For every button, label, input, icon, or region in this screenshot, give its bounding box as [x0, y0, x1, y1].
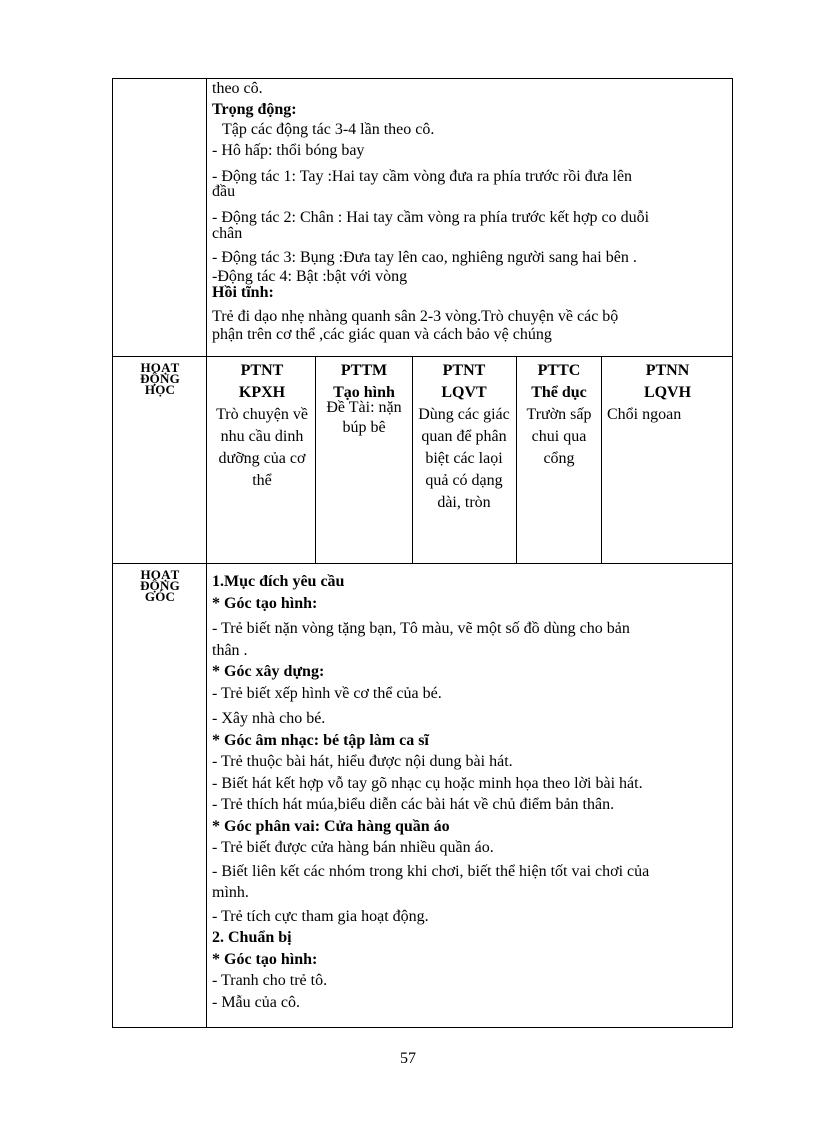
text-line: Tập các động tác 3-4 lần theo cô.: [222, 121, 435, 138]
text-line: - Trẻ thích hát múa,biểu diễn các bài hát về chủ điểm bản thân.: [212, 796, 615, 813]
section-heading: 1.Mục đích yêu cầu: [212, 573, 345, 590]
subject-column-divider-2: [412, 356, 413, 563]
subject-column-lqvt: [416, 360, 512, 514]
subject-domain: PTNT: [442, 362, 486, 379]
corner-heading: * Góc tạo hình:: [212, 594, 318, 612]
text-line: - Động tác 1: Tay :Hai tay cầm vòng đưa ra phía trước rồi đưa lên: [212, 168, 633, 185]
subject-column-tao-hinh: [318, 360, 410, 438]
text-line: - Tranh cho trẻ tô.: [212, 972, 328, 989]
subject-column-divider-4: [601, 356, 602, 563]
subject-column-lqvh: [605, 360, 730, 426]
subject-name: LQVT: [441, 384, 487, 401]
text-line: đầu: [212, 182, 236, 200]
corner-heading: * Góc tạo hình:: [212, 950, 318, 968]
subject-topic: Chổi ngoan: [607, 406, 682, 423]
text-line: - Động tác 2: Chân : Hai tay cầm vòng ra phía trước kết hợp co duỗi: [212, 209, 650, 226]
text-line: - Trẻ biết được cửa hàng bán nhiều quần áo.: [212, 839, 494, 856]
page-number: 57: [400, 1050, 416, 1067]
text-line: - Trẻ biết xếp hình về cơ thể của bé.: [212, 684, 442, 702]
row-divider-2: [112, 563, 733, 564]
subject-topic: Trò chuyện về nhu cầu dinh dưỡng của cơ thể: [216, 406, 308, 489]
text-line: - Hô hấp: thổi bóng bay: [212, 141, 365, 159]
subject-column-divider-1: [315, 356, 316, 563]
section-heading: Trọng động:: [212, 100, 297, 118]
subject-name: KPXH: [238, 384, 286, 401]
morning-exercise-block: [212, 79, 728, 346]
subject-topic: Dùng các giác quan để phân biệt các laọi quả có dạng dài, tròn: [418, 406, 510, 511]
corner-heading: * Góc phân vai: Cửa hàng quần áo: [212, 817, 450, 835]
subject-column-the-duc: [519, 360, 599, 470]
section-heading: Hồi tĩnh:: [212, 284, 274, 301]
text-line: - Động tác 3: Bụng :Đưa tay lên cao, nghiêng người sang hai bên .: [212, 249, 637, 266]
subject-name: Tạo hình: [333, 384, 395, 401]
subject-name: Thể dục: [531, 384, 587, 401]
label-column-divider: [206, 78, 207, 1028]
subject-domain: PTNN: [645, 362, 690, 379]
text-line: theo cô.: [212, 80, 263, 97]
subject-topic: Trườn sấp chui qua cổng: [526, 406, 592, 467]
row-label-hoat-dong-goc: HOẠT ĐỘNG GÓC: [140, 567, 180, 604]
subject-name: LQVH: [643, 384, 692, 401]
text-line: thân .: [212, 641, 248, 659]
text-line: -Động tác 4: Bật :bật với vòng: [212, 267, 408, 285]
row-label-hoat-dong-hoc: HOẠT ĐỘNG HỌC: [140, 360, 180, 397]
corner-heading: * Góc âm nhạc: bé tập làm ca sĩ: [212, 731, 429, 749]
text-line: - Trẻ tích cực tham gia hoạt động.: [212, 907, 429, 925]
section-heading: 2. Chuẩn bị: [212, 929, 292, 946]
corner-heading: * Góc xây dựng:: [212, 663, 325, 680]
subject-column-divider-3: [516, 356, 517, 563]
text-line: - Biết hát kết hợp vỗ tay gõ nhạc cụ hoặc minh họa theo lời bài hát.: [212, 774, 643, 792]
text-line: - Mẫu của cô.: [212, 993, 300, 1011]
corner-activity-block: [212, 571, 728, 1013]
text-line: - Biết liên kết các nhóm trong khi chơi, biết thể hiện tốt vai chơi của: [212, 862, 650, 880]
text-line: Trẻ đi dạo nhẹ nhàng quanh sân 2-3 vòng.Trò chuyện về các bộ: [212, 307, 619, 325]
subject-column-kpxh: [212, 360, 312, 492]
text-line: - Trẻ biết nặn vòng tặng bạn, Tô màu, vẽ một số đồ dùng cho bản: [212, 620, 630, 637]
subject-domain: PTNT: [240, 362, 284, 379]
subject-topic: Đề Tài: nặn búp bê: [326, 399, 402, 436]
text-line: - Trẻ thuộc bài hát, hiểu được nội dung bài hát.: [212, 753, 513, 770]
text-line: - Xây nhà cho bé.: [212, 710, 326, 727]
subject-domain: PTTM: [340, 362, 388, 379]
text-line: mình.: [212, 884, 249, 901]
subject-domain: PTTC: [537, 362, 581, 379]
text-line: chân: [212, 224, 243, 242]
text-line: phận trên cơ thể ,các giác quan và cách bảo vệ chúng: [212, 326, 552, 343]
row-divider-1: [112, 356, 733, 357]
